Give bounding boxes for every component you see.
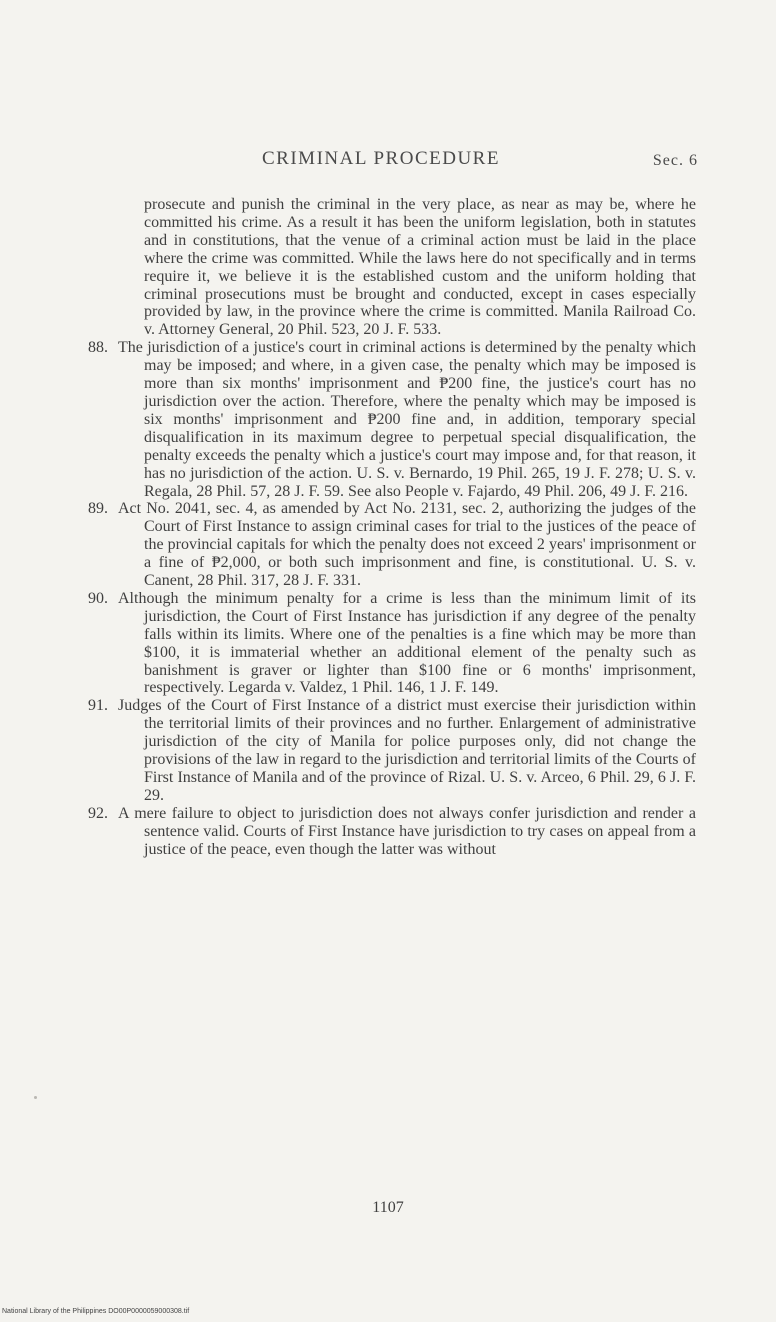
scan-credit: National Library of the Philippines DO00P0000059000308.tif [2,1308,190,1315]
numbered-paragraph-92 [88,805,696,859]
paragraph-text: Act No. 2041, sec. 4, as amended by Act No. 2131, sec. 2, authorizing the judges of the Court of First Instance to assign criminal cases for trial to the justices of the peace of the provincial capitals for which the penalty does not exceed 2 years' imprisonment or a fine of ₱2,000, or both such imprisonment and fine, is constitutional. U. S. v. Canent, 28 Phil. 317, 28 J. F. 331. [118,500,696,590]
running-header [262,148,698,176]
continued-paragraph: prosecute and punish the criminal in the very place, as near as may be, where he committed his crime. As a result it has been the uniform legislation, both in statutes and in constitutions, that the venue of a criminal action must be laid in the place where the crime was committed. While the laws here do not specifically and in terms require it, we believe it is the established custom and the uniform holding that criminal prosecutions must be brought and conducted, except in cases especially provided by law, in the province where the crime is committed. Manila Railroad Co. v. Attorney General, 20 Phil. 523, 20 J. F. 533. [144,196,696,339]
paragraph-number: 88. [88,339,108,357]
running-title: CRIMINAL PROCEDURE [262,148,500,169]
paragraph-text: Although the minimum penalty for a crime is less than the minimum limit of its jurisdiction, the Court of First Instance has jurisdiction if any degree of the penalty falls within its limits. Where one of the penalties is a fine which may be more than $100, it is immaterial whether an additional element of the penalty such as banishment is graver or lighter than $100 fine or 6 months' imprisonment, respectively. Legarda v. Valdez, 1 Phil. 146, 1 J. F. 149. [118,589,696,697]
paragraph-number: 91. [88,697,108,715]
numbered-paragraph-90 [88,590,696,697]
paragraph-text: Judges of the Court of First Instance of a district must exercise their jurisdiction within the territorial limits of their provinces and no further. Enlargement of administrative jurisdiction of the city of Manila for police purposes only, did not change the provisions of the law in regard to the jurisdiction and territorial limits of the Courts of First Instance of Manila and of the province of Rizal. U. S. v. Arceo, 6 Phil. 29, 6 J. F. 29. [118,697,696,804]
paragraph-number: 89. [88,500,108,518]
paragraph-text: A mere failure to object to jurisdiction does not always confer jurisdiction and render a sentence valid. Courts of First Instance have jurisdiction to try cases on appeal from a justice of the peace, even though the latter was without [118,804,696,858]
scan-speck [34,1096,37,1099]
page-body [88,196,696,859]
numbered-paragraph-91 [88,697,696,804]
numbered-paragraph-89 [88,500,696,590]
paragraph-text: The jurisdiction of a justice's court in criminal actions is determined by the penalty which may be imposed; and where, in a given case, the penalty which may be imposed is more than six months' imprisonment and ₱200 fine, the justice's court has no jurisdiction over the action. Therefore, where the penalty which may be imposed is six months' imprisonment and ₱200 fine and, in addition, temporary special disqualification in its maximum degree to perpetual special disqualification, the penalty exceeds the penalty which a justice's court may impose and, for that reason, it has no jurisdiction of the action. U. S. v. Bernardo, 19 Phil. 265, 19 J. F. 278; U. S. v. Regala, 28 Phil. 57, 28 J. F. 59. See also People v. Fajardo, 49 Phil. 206, 49 J. F. 216. [118,339,696,500]
page-number: 1107 [372,1199,404,1216]
numbered-paragraph-88 [88,339,696,500]
paragraph-number: 92. [88,804,108,822]
section-label: Sec. 6 [652,152,698,169]
paragraph-number: 90. [88,589,108,607]
